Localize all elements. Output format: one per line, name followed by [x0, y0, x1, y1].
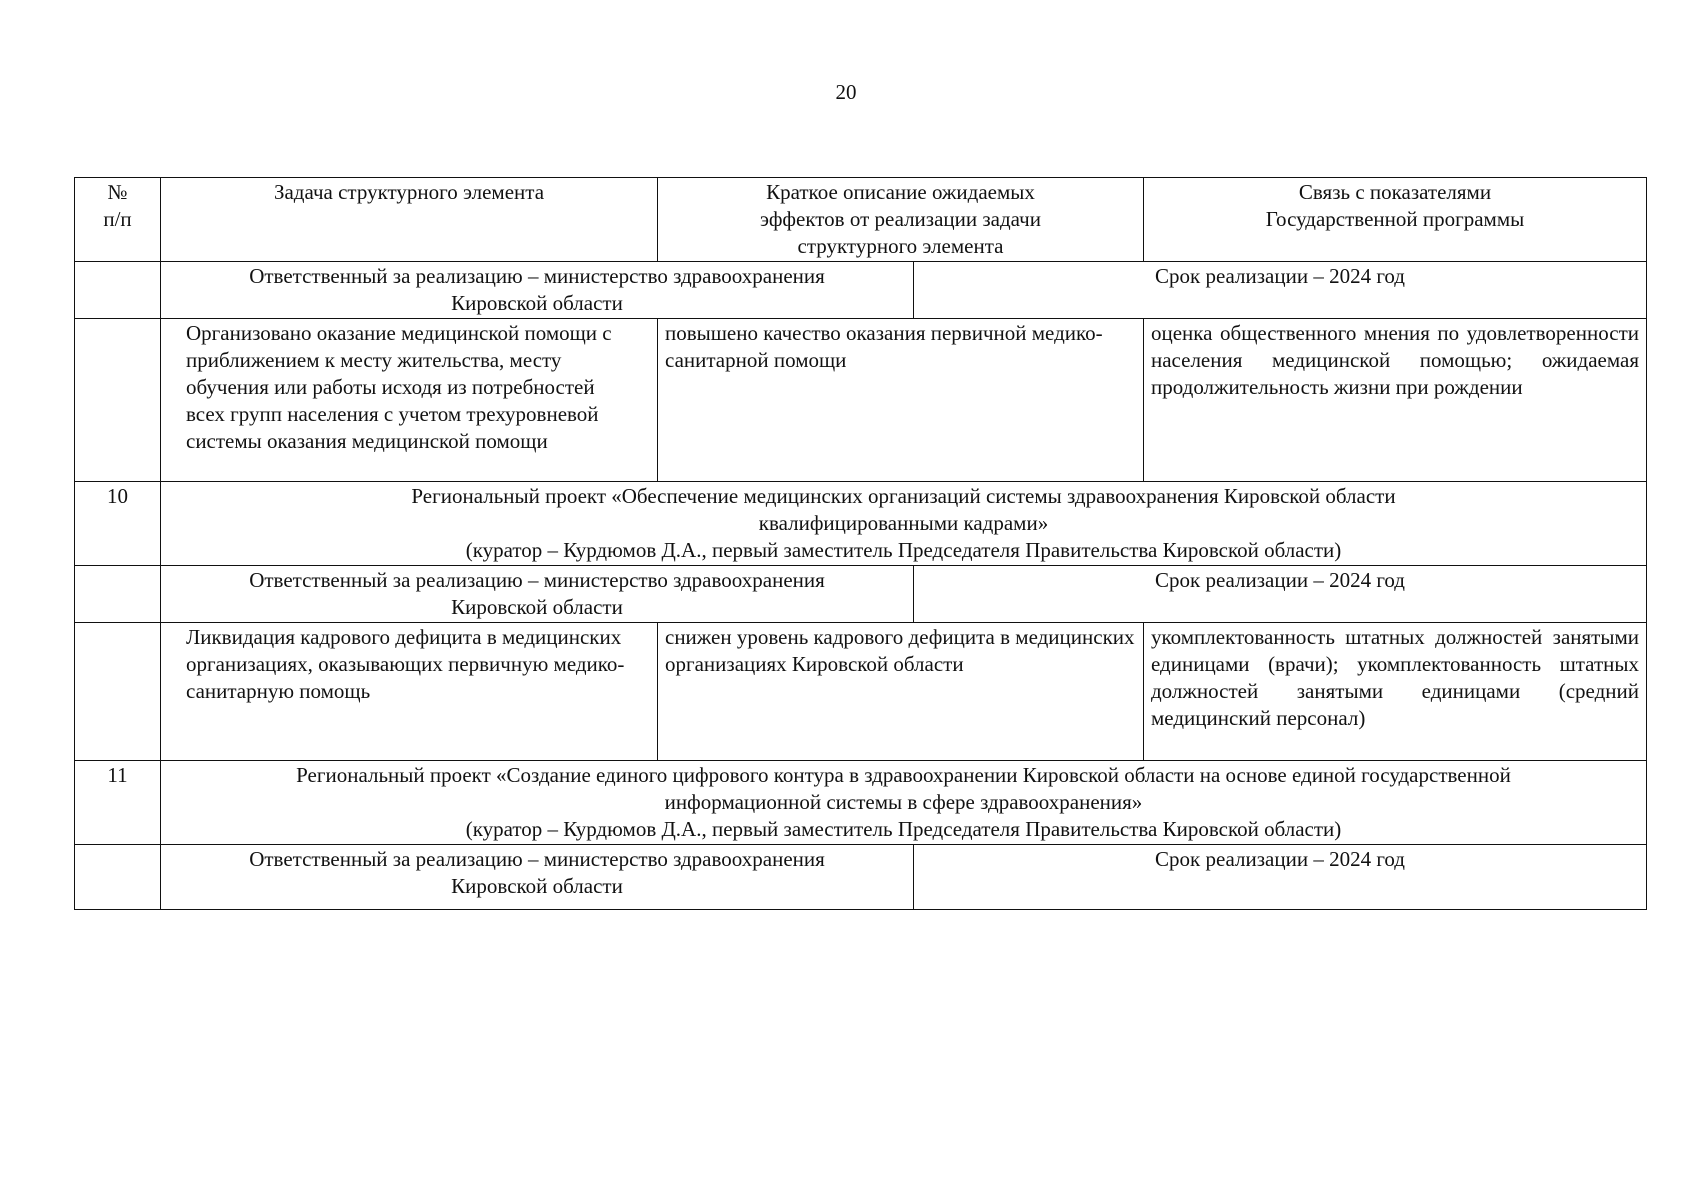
term-cell: Срок реализации – 2024 год [914, 262, 1647, 319]
project-curator: (куратор – Курдюмов Д.А., первый заместитель Председателя Правительства Кировской области) [465, 538, 1342, 562]
indicators-cell: укомплектованность штатных должностей занятыми единицами (врачи); укомплектованность штатных должностей занятыми единицами (средний медицинский персонал) [1144, 623, 1647, 761]
num-cell [75, 319, 161, 482]
indicators-cell: оценка общественного мнения по удовлетворенности населения медицинской помощью; ожидаемая продолжительность жизни при рождении [1144, 319, 1647, 482]
num-cell [75, 566, 161, 623]
page-number: 20 [835, 80, 857, 104]
project-row-11 [75, 761, 1647, 845]
task-cell: Ликвидация кадрового дефицита в медицинских организациях, оказывающих первичную медико-санитарную помощь [161, 623, 658, 761]
header-task: Задача структурного элемента [161, 178, 658, 262]
effect-cell: повышено качество оказания первичной медико-санитарной помощи [658, 319, 1144, 482]
header-effects: Краткое описание ожидаемых эффектов от реализации задачи структурного элемента [658, 178, 1144, 262]
header-indicators: Связь с показателями Государственной программы [1144, 178, 1647, 262]
effect-cell: снижен уровень кадрового дефицита в медицинских организациях Кировской области [658, 623, 1144, 761]
table-header-row [75, 178, 1647, 262]
term-cell: Срок реализации – 2024 год [914, 845, 1647, 910]
term-cell: Срок реализации – 2024 год [914, 566, 1647, 623]
responsible-row [75, 262, 1647, 319]
task-row [75, 319, 1647, 482]
responsible-cell: Ответственный за реализацию – министерство здравоохранения Кировской области [161, 845, 914, 910]
project-number: 11 [75, 761, 161, 845]
task-cell: Организовано оказание медицинской помощи с приближением к месту жительства, месту обучения или работы исходя из потребностей всех групп населения с учетом трехуровневой системы оказания медицинской помощи [161, 319, 658, 482]
responsible-row [75, 845, 1647, 910]
num-cell [75, 623, 161, 761]
project-number: 10 [75, 482, 161, 566]
num-cell [75, 262, 161, 319]
project-curator: (куратор – Курдюмов Д.А., первый заместитель Председателя Правительства Кировской области) [465, 817, 1342, 841]
responsible-row [75, 566, 1647, 623]
responsible-cell: Ответственный за реализацию – министерство здравоохранения Кировской области [161, 566, 914, 623]
project-row-10 [75, 482, 1647, 566]
header-num: № п/п [75, 178, 161, 262]
project-title: Региональный проект «Создание единого цифрового контура в здравоохранении Кировской области на основе единой государственной информационной системы в сфере здравоохранения» [296, 763, 1511, 814]
num-cell [75, 845, 161, 910]
task-row [75, 623, 1647, 761]
project-title: Региональный проект «Обеспечение медицинских организаций системы здравоохранения Кировской области квалифицированными кадрами» [411, 484, 1396, 535]
project-title-cell [161, 482, 1647, 566]
project-title-cell [161, 761, 1647, 845]
responsible-cell: Ответственный за реализацию – министерство здравоохранения Кировской области [161, 262, 914, 319]
program-table [74, 177, 1647, 910]
